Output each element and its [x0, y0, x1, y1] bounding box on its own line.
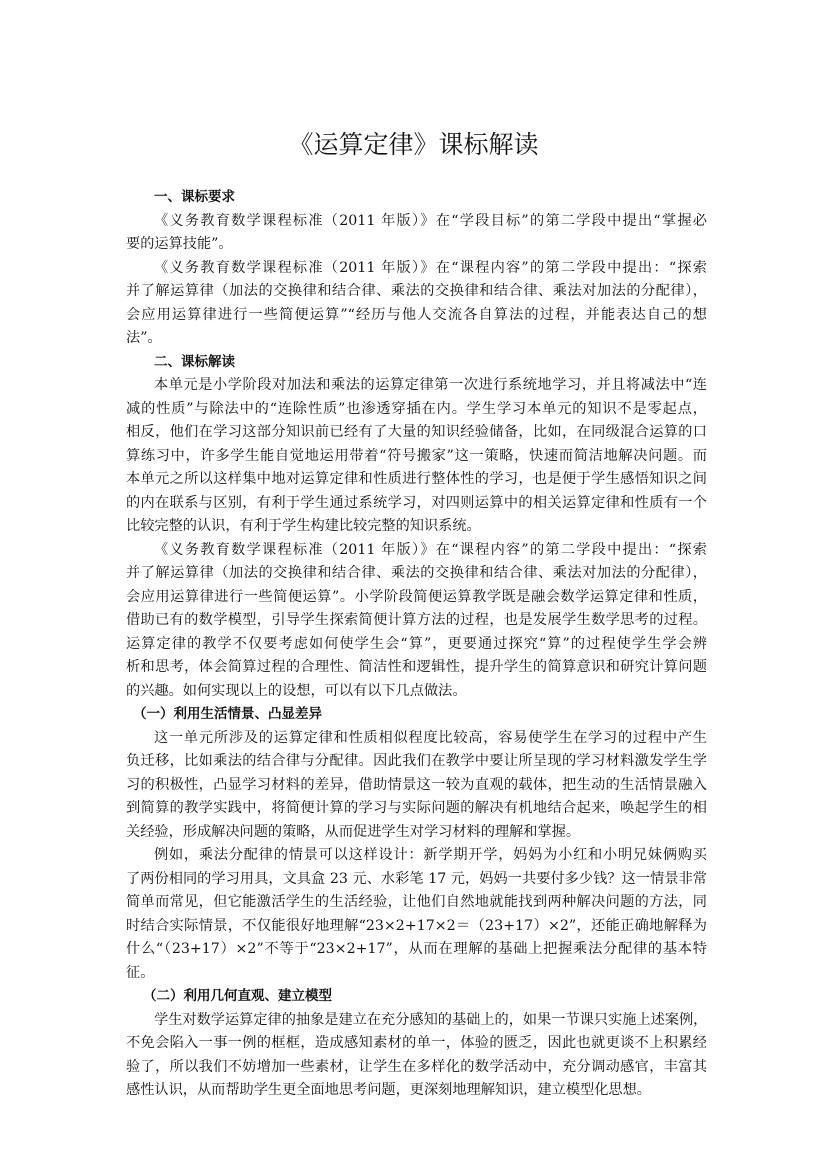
paragraph-line: 法”。	[126, 330, 162, 346]
paragraph-line: 这一单元所涉及的运算定律和性质相似程度比较高，容易使学生在学习的过程中产生	[154, 729, 707, 746]
paragraph-line: 简单而常见，但它能激活学生的生活经验，让他们自然地就能找到两种解决问题的方法，同	[126, 894, 707, 910]
paragraph-line: 《义务教育数学课程标准（2011 年版）》在“课程内容”的第二学段中提出：“探索	[154, 541, 707, 558]
paragraph-line: 学生对数学运算定律的抽象是建立在充分感知的基础上的，如果一节课只实施上述案例，	[154, 1011, 708, 1028]
paragraph-line: 的内在联系与区别，有利于学生通过系统学习，对四则运算中的相关运算定律和性质有一个	[126, 494, 707, 511]
paragraph-line: 比较完整的认识，有利于学生构建比较完整的知识系统。	[126, 518, 481, 534]
paragraph-line: 会应用运算律进行一些简便运算”。小学阶段简便运算教学既是融会数学运算定律和性质，	[126, 588, 707, 605]
paragraph-line: 负迁移，比如乘法的结合律与分配律。因此我们在教学中要让所呈现的学习材料激发学生学	[126, 753, 707, 769]
subsection-heading: （一）利用生活情景、凸显差异	[133, 706, 322, 722]
paragraph-line: 《义务教育数学课程标准（2011 年版）》在“学段目标”的第二学段中提出“掌握必	[154, 212, 707, 229]
paragraph-line: 感性认识，从而帮助学生更全面地思考问题，更深刻地理解知识，建立模型化思想。	[126, 1082, 651, 1098]
paragraph-line: 减的性质”与除法中的“连除性质”也渗透穿插在内。学生学习本单元的知识不是零起点，	[126, 400, 707, 417]
paragraph-line: 了两份相同的学习用具，文具盒 23 元、水彩笔 17 元，妈妈一共要付多少钱？这一情景非常	[126, 870, 707, 887]
paragraph-line: 例如，乘法分配律的情景可以这样设计：新学期开学，妈妈为小红和小明兄妹俩购买	[154, 847, 707, 863]
paragraph-line: 本单元之所以这样集中地对运算定律和性质进行整体性的学习，也是便于学生感悟知识之间	[126, 471, 707, 487]
paragraph-line: 借助已有的数学模型，引导学生探索简便计算方法的过程，也是发展学生数学思考的过程。	[126, 612, 707, 628]
paragraph-line: 到简算的教学实践中，将简便计算的学习与实际问题的解决有机地结合起来，唤起学生的相	[126, 800, 707, 816]
paragraph-line: 不免会陷入一事一例的框框，造成感知素材的单一，体验的匮乏，因此也就更谈不上积累经	[126, 1035, 707, 1051]
subsection-heading: （二）利用几何直观、建立模型	[143, 988, 332, 1004]
paragraph-line: 运算定律的教学不仅要考虑如何使学生会“算”，更要通过探究“算”的过程使学生学会辨	[126, 635, 707, 652]
paragraph-line: 习的积极性，凸显学习材料的差异，借助情景这一较为直观的载体，把生动的生活情景融入	[126, 776, 707, 793]
paragraph-line: 并了解运算律（加法的交换律和结合律、乘法的交换律和结合律、乘法对加法的分配律），	[126, 565, 707, 581]
paragraph-line: 《义务教育数学课程标准（2011 年版）》在“课程内容”的第二学段中提出：“探索	[154, 259, 707, 276]
paragraph-line: 的兴趣。如何实现以上的设想，可以有以下几点做法。	[126, 682, 467, 699]
paragraph-line: 征。	[126, 964, 155, 981]
paragraph-line: 相反，他们在学习这部分知识前已经有了大量的知识经验储备，比如，在同级混合运算的口	[126, 424, 707, 440]
paragraph-line: 会应用运算律进行一些简便运算”“经历与他人交流各自算法的过程，并能表达自己的想	[126, 306, 707, 323]
document-title: 《运算定律》课标解读	[288, 130, 539, 159]
paragraph-line: 验了，所以我们不妨增加一些素材，让学生在多样化的数学活动中，充分调动感官，丰富其	[126, 1058, 707, 1075]
paragraph-line: 什么“（23+17）×2”不等于“23×2+17”，从而在理解的基础上把握乘法分配律的基本特	[126, 941, 707, 957]
paragraph-line: 析和思考，体会简算过程的合理性、简洁性和逻辑性，提升学生的简算意识和研究计算问题	[126, 659, 707, 675]
section-heading: 二、课标解读	[154, 353, 235, 370]
paragraph-line: 本单元是小学阶段对加法和乘法的运算定律第一次进行系统地学习，并且将减法中“连	[154, 377, 707, 393]
document-body	[126, 186, 707, 1103]
section-heading: 一、课标要求	[154, 189, 235, 205]
paragraph-line: 并了解运算律（加法的交换律和结合律、乘法的交换律和结合律、乘法对加法的分配律），	[126, 283, 707, 299]
paragraph-line: 要的运算技能”。	[126, 236, 233, 252]
paragraph-line: 关经验，形成解决问题的策略，从而促进学生对学习材料的理解和掌握。	[126, 823, 581, 840]
paragraph-line: 时结合实际情景，不仅能很好地理解“23×2+17×2＝（23+17）×2”，还能正确地解释为	[126, 917, 707, 934]
paragraph-line: 算练习中，许多学生能自觉地运用带着“符号搬家”这一策略，快速而简洁地解决问题。而	[126, 447, 707, 464]
